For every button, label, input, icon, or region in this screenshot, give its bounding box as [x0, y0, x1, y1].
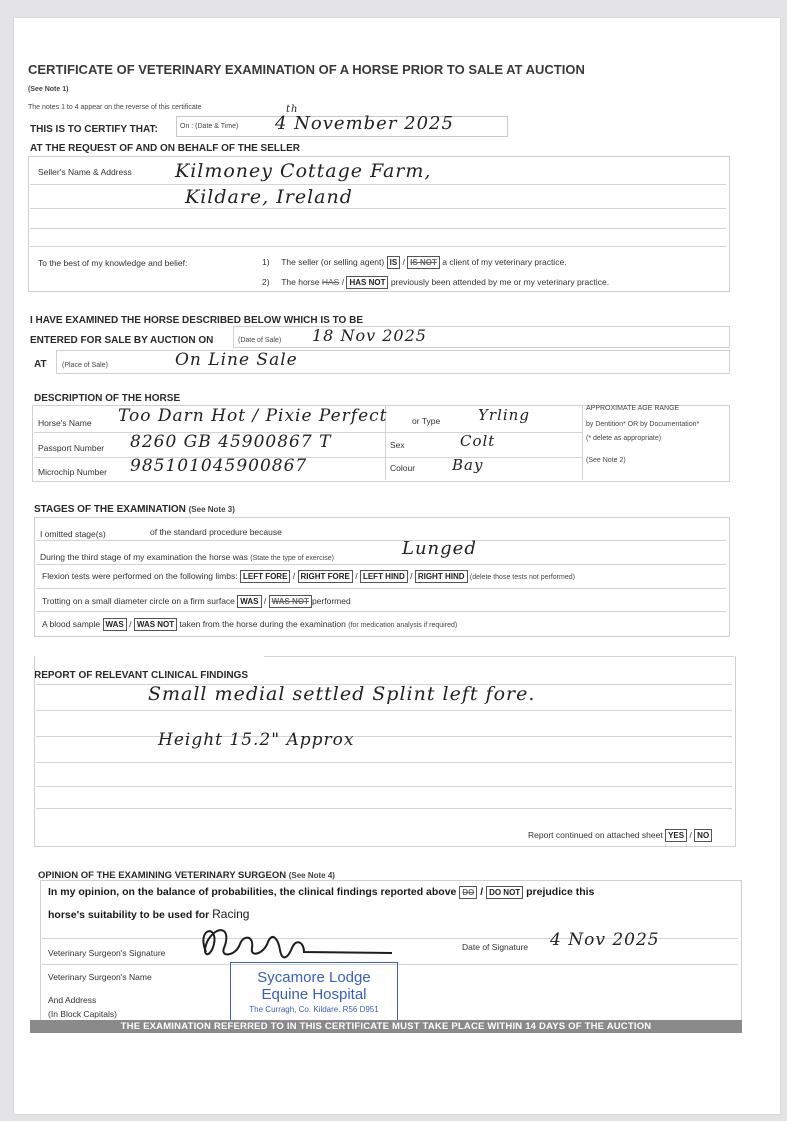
blood-was-option[interactable]: WAS	[103, 618, 127, 631]
has-option[interactable]: HAS	[321, 277, 340, 287]
place-of-sale-value: On Line Sale	[175, 350, 298, 370]
sale-date-value: 18 Nov 2025	[312, 326, 427, 345]
third-stage-label: During the third stage of my examination the horse was (State the type of exercise)	[40, 552, 334, 562]
microchip-value[interactable]: 985101045900867	[130, 456, 308, 476]
passport-value[interactable]: 8260 GB 45900867 T	[130, 432, 332, 452]
colour-label: Colour	[390, 463, 416, 473]
sex-label: Sex	[390, 440, 405, 450]
blood-was-not-option[interactable]: WAS NOT	[134, 618, 177, 631]
horse-name-label: Horse's Name	[38, 418, 92, 428]
stages-heading: STAGES OF THE EXAMINATION (See Note 3)	[34, 504, 235, 515]
certificate-title: CERTIFICATE OF VETERINARY EXAMINATION OF A HORSE PRIOR TO SALE AT AUCTION	[28, 62, 585, 77]
on-date-label: On : (Date & Time)	[180, 123, 239, 130]
opinion-suitability-line: horse's suitability to be used for Racing	[48, 907, 250, 921]
left-hind-option[interactable]: LEFT HIND	[360, 570, 408, 583]
trotting-row: Trotting on a small diameter circle on a firm surface WAS / WAS NOT performed	[42, 596, 351, 606]
right-fore-option[interactable]: RIGHT FORE	[298, 570, 353, 583]
belief-label: To the best of my knowledge and belief:	[38, 258, 188, 268]
intended-use-value[interactable]: Racing	[212, 907, 250, 921]
microchip-label: Microchip Number	[38, 467, 107, 477]
continued-yes-option[interactable]: YES	[665, 829, 687, 842]
examined-heading: I HAVE EXAMINED THE HORSE DESCRIBED BELOW WHICH IS TO BE	[30, 315, 363, 326]
date-of-sale-label: (Date of Sale)	[238, 337, 282, 344]
stamp-line3: The Curragh, Co. Kildare. R56 D951	[249, 1005, 379, 1014]
sale-date-field[interactable]	[233, 326, 730, 348]
date-of-signature-label: Date of Signature	[462, 942, 529, 952]
horse-name-value[interactable]: Too Darn Hot / Pixie Perfect	[118, 406, 388, 426]
blood-sample-row: A blood sample WAS / WAS NOT taken from the horse during the examination (for medication analysis if required)	[42, 619, 458, 629]
opinion-statement: In my opinion, on the balance of probabilities, the clinical findings reported above DO / DO NOT prejudice this	[48, 886, 595, 898]
flexion-tests-row: Flexion tests were performed on the following limbs: LEFT FORE / RIGHT FORE / LEFT HIND / RIGHT HIND (delete those tests not performed)	[42, 571, 575, 581]
right-hind-option[interactable]: RIGHT HIND	[415, 570, 468, 583]
place-of-sale-field[interactable]	[56, 350, 730, 374]
do-option[interactable]: DO	[459, 886, 477, 899]
date-of-signature-value[interactable]: 4 Nov 2025	[550, 930, 660, 950]
seller-client-statement: 1) The seller (or selling agent) IS / IS NOT a client of my veterinary practice.	[262, 257, 567, 267]
clinical-finding-line1[interactable]: Small medial settled Splint left fore.	[148, 683, 536, 705]
block-capitals-label: (In Block Capitals)	[48, 1009, 117, 1019]
age-range-method[interactable]: by Dentition* OR by Documentation*	[586, 421, 700, 428]
exercise-type-value[interactable]: Lunged	[402, 538, 477, 559]
do-not-option[interactable]: DO NOT	[486, 886, 523, 899]
examination-date-value: 4 November 2025	[275, 113, 454, 134]
seller-name-line1[interactable]: Kilmoney Cottage Farm,	[175, 160, 432, 182]
signature-label: Veterinary Surgeon's Signature	[48, 948, 166, 958]
passport-label: Passport Number	[38, 443, 105, 453]
omitted-stages-label: I omitted stage(s)	[40, 529, 106, 539]
see-note-2: (See Note 2)	[586, 457, 626, 464]
certify-label: THIS IS TO CERTIFY THAT:	[30, 124, 158, 135]
place-of-sale-label: (Place of Sale)	[62, 362, 108, 369]
seller-name-label: Seller's Name & Address	[38, 167, 132, 177]
sex-value[interactable]: Colt	[460, 432, 496, 450]
seller-name-line2[interactable]: Kildare, Ireland	[185, 186, 353, 208]
notes-reverse-text: The notes 1 to 4 appear on the reverse of this certificate	[28, 104, 202, 111]
clinical-finding-line2[interactable]: Height 15.2" Approx	[158, 730, 355, 750]
stamp-line1: Sycamore Lodge	[257, 969, 371, 986]
continued-no-option[interactable]: NO	[694, 829, 712, 842]
vet-name-label: Veterinary Surgeon's Name	[48, 972, 152, 982]
date-superscript: th	[286, 104, 299, 115]
vet-signature[interactable]	[192, 922, 402, 964]
age-range-heading: APPROXIMATE AGE RANGE	[586, 405, 680, 412]
age-range-delete-note: (* delete as appropriate)	[586, 435, 662, 442]
address-label: And Address	[48, 995, 97, 1005]
stamp-line2: Equine Hospital	[261, 986, 367, 1003]
report-continued-row: Report continued on attached sheet YES / NO	[528, 829, 712, 842]
description-heading: DESCRIPTION OF THE HORSE	[34, 393, 181, 404]
footer-notice: THE EXAMINATION REFERRED TO IN THIS CERTIFICATE MUST TAKE PLACE WITHIN 14 DAYS OF THE AUCTION	[30, 1020, 742, 1033]
at-label: AT	[34, 359, 47, 370]
trot-was-option[interactable]: WAS	[237, 595, 261, 608]
sale-date-heading: ENTERED FOR SALE BY AUCTION ON	[30, 335, 214, 346]
is-not-option[interactable]: IS NOT	[407, 256, 440, 269]
colour-value[interactable]: Bay	[452, 456, 484, 474]
practice-stamp	[230, 962, 398, 1022]
omitted-because-label: of the standard procedure because	[150, 527, 282, 537]
horse-attended-statement: 2) The horse HAS / HAS NOT previously been attended by me or my veterinary practice.	[262, 277, 610, 287]
report-heading: REPORT OF RELEVANT CLINICAL FINDINGS	[34, 670, 249, 681]
opinion-heading: OPINION OF THE EXAMINING VETERINARY SURGEON (See Note 4)	[38, 870, 335, 881]
see-note-1: (See Note 1)	[28, 86, 69, 93]
has-not-option[interactable]: HAS NOT	[346, 276, 388, 289]
type-value[interactable]: Yrling	[478, 406, 530, 424]
seller-heading: AT THE REQUEST OF AND ON BEHALF OF THE SELLER	[30, 143, 300, 154]
type-label: or Type	[412, 416, 441, 426]
trot-was-not-option[interactable]: WAS NOT	[269, 595, 312, 608]
is-option[interactable]: IS	[387, 256, 401, 269]
left-fore-option[interactable]: LEFT FORE	[240, 570, 290, 583]
